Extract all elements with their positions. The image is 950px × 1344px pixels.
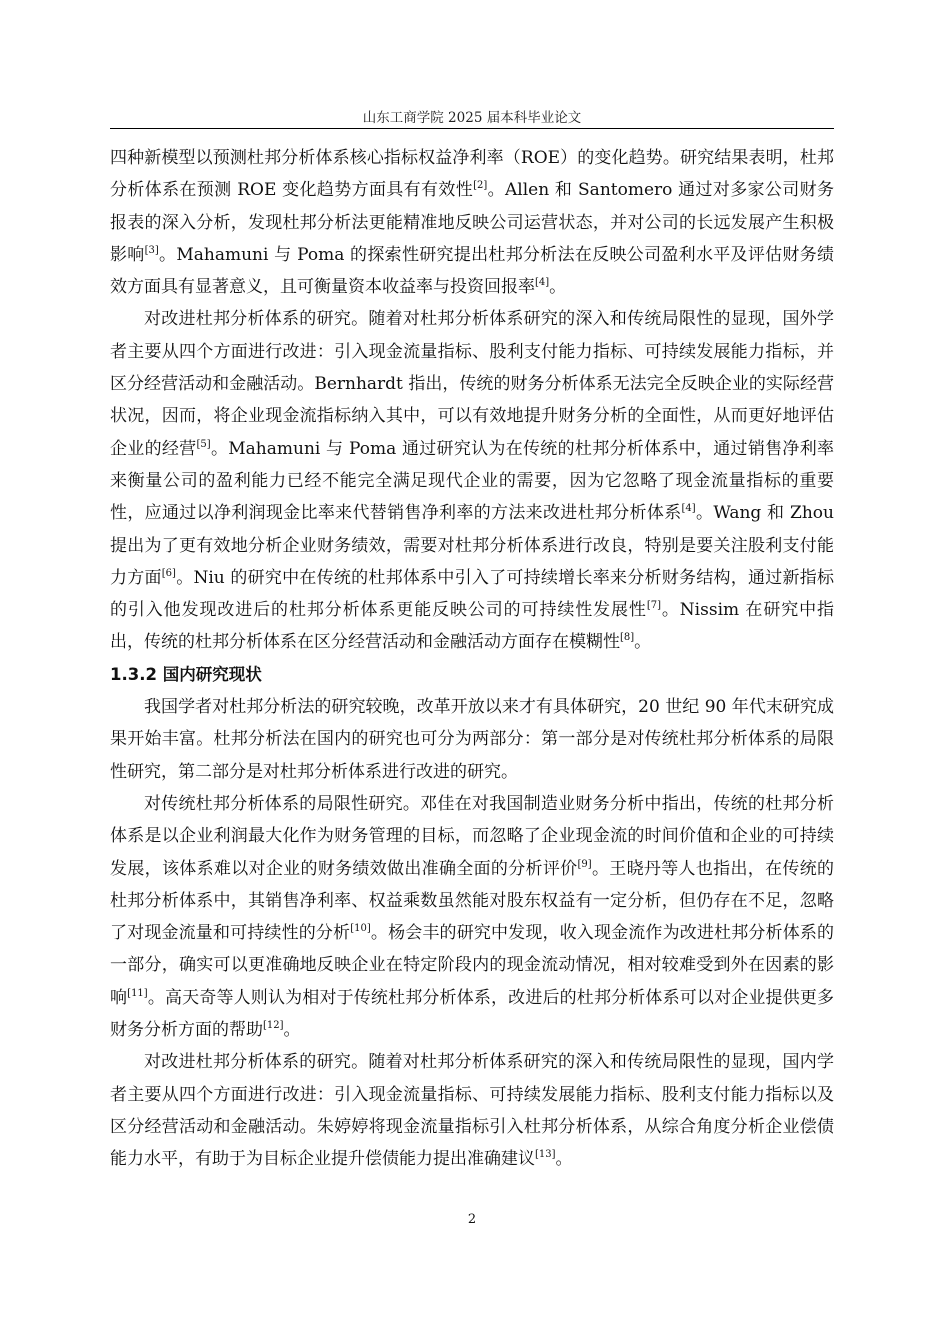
text-run: 。Niu 的研究中在传统的杜邦体系中引入了可持续增长率来分析财务结构，通过新指标的引入他发现改进后的杜邦分析体系更能反映公司的可持续性发展性 — [110, 567, 834, 621]
text-run: 。 — [283, 1020, 301, 1041]
text-run: 四种新模型以预测杜邦分析体系核心指标权益净利率（ROE）的变化趋势。研究结果表明，杜邦分析体系在预测 ROE 变化趋势方面具有有效性 — [110, 148, 834, 201]
text-run: 。Mahamuni 与 Poma 通过研究认为在传统的杜邦分析体系中，通过销售净利率来衡量公司的盈利能力已经不能完全满足现代企业的需要，因为它忽略了现金流量指标的重要性，应通过以净利润现金比率来代替销售净利率的方法来改进杜邦分析体系 — [110, 438, 835, 524]
body-paragraph — [110, 142, 834, 303]
body-paragraph — [110, 788, 834, 1046]
citation-ref: [5] — [196, 438, 211, 450]
citation-ref: [6] — [161, 567, 176, 579]
body-paragraph — [110, 1046, 834, 1175]
citation-ref: [11] — [127, 987, 148, 999]
citation-ref: [4] — [535, 277, 550, 289]
section-heading: 1.3.2 国内研究现状 — [110, 664, 262, 684]
citation-ref: [8] — [620, 632, 635, 644]
text-run: 。杨会丰的研究中发现，收入现金流作为改进杜邦分析体系的一部分，确实可以更准确地反映企业在特定阶段内的现金流动情况，相对较难受到外在因素的影响 — [110, 923, 835, 1008]
text-run: 。 — [549, 277, 567, 298]
text-run: 对传统杜邦分析体系的局限性研究。邓佳在对我国制造业财务分析中指出，传统的杜邦分析体系是以企业利润最大化作为财务管理的目标，而忽略了企业现金流的时间价值和企业的可持续发展，该体系难以对企业的财务绩效做出准确全面的分析评价 — [110, 793, 834, 879]
text-run: 。高天奇等人则认为相对于传统杜邦分析体系，改进后的杜邦分析体系可以对企业提供更多财务分析方面的帮助 — [110, 987, 835, 1041]
text-run: 。Nissim 在研究中指出，传统的杜邦分析体系在区分经营活动和金融活动方面存在模糊性 — [110, 600, 834, 653]
text-run: 。 — [555, 1149, 573, 1170]
page-number: 2 — [467, 1212, 477, 1227]
citation-ref: [7] — [646, 600, 662, 612]
text-run: 。王晓丹等人也指出，在传统的杜邦分析体系中，其销售净利率、权益乘数虽然能对股东权益有一定分析，但仍存在不足，忽略了对现金流量和可持续性的分析 — [110, 858, 835, 944]
citation-ref: [3] — [144, 244, 159, 256]
text-run: 。Allen 和 Santomero 通过对多家公司财务报表的深入分析，发现杜邦分析法更能精准地反映公司运营状态，并对公司的长远发展产生积极影响 — [110, 180, 834, 265]
header-divider — [110, 128, 834, 129]
body-paragraph — [110, 303, 834, 658]
citation-ref: [13] — [535, 1149, 556, 1161]
citation-ref: [4] — [681, 503, 696, 515]
text-run: 。Wang 和 Zhou 提出为了更有效地分析企业财务绩效，需要对杜邦分析体系进行改良，特别是要关注股利支付能力方面 — [110, 503, 834, 588]
text-run: 。 — [634, 632, 652, 653]
text-run: 我国学者对杜邦分析法的研究较晚，改革开放以来才有具体研究，20 世纪 90 年代末研究成果开始丰富。杜邦分析法在国内的研究也可分为两部分：第一部分是对传统杜邦分析体系的局限性研究，第二部分是对杜邦分析体系进行改进的研究。 — [110, 697, 834, 782]
document-body — [110, 142, 834, 1176]
body-paragraph — [110, 691, 834, 788]
citation-ref: [10] — [350, 923, 371, 935]
citation-ref: [2] — [473, 180, 488, 192]
text-run: 对改进杜邦分析体系的研究。随着对杜邦分析体系研究的深入和传统局限性的显现，国内学者主要从四个方面进行改进：引入现金流量指标、可持续发展能力指标、股利支付能力指标以及区分经营活动和金融活动。朱婷婷将现金流量指标引入杜邦分析体系，从综合角度分析企业偿债能力水平，有助于为目标企业提升偿债能力提出准确建议 — [110, 1052, 834, 1170]
citation-ref: [12] — [263, 1020, 284, 1032]
page-header: 山东工商学院 2025 届本科毕业论文 — [362, 110, 582, 126]
text-run: 对改进杜邦分析体系的研究。随着对杜邦分析体系研究的深入和传统局限性的显现，国外学者主要从四个方面进行改进：引入现金流量指标、股利支付能力指标、可持续发展能力指标，并区分经营活动和金融活动。Bernhardt 指出，传统的财务分析体系无法完全反映企业的实际经营状况，因而，将企业现金流指标纳入其中，可以有效地提升财务分析的全面性，从而更好地评估企业的经营 — [110, 309, 834, 459]
citation-ref: [9] — [577, 858, 592, 870]
text-run: 。Mahamuni 与 Poma 的探索性研究提出杜邦分析法在反映公司盈利水平及评估财务绩效方面具有显著意义，且可衡量资本收益率与投资回报率 — [110, 244, 835, 298]
